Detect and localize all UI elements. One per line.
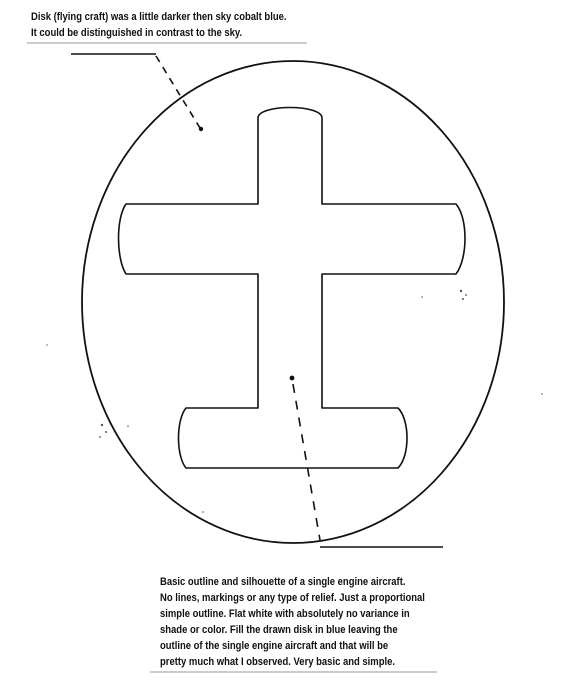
top-annotation-line-1: Disk (flying craft) was a little darker then sky cobalt blue.	[31, 11, 287, 23]
bottom-annotation	[160, 574, 425, 670]
bottom-annotation-line-1: Basic outline and silhouette of a single engine aircraft.	[160, 576, 406, 588]
bottom-pointer-dot	[290, 376, 295, 381]
aircraft-silhouette	[119, 108, 466, 469]
bottom-annotation-line-2: No lines, markings or any type of relief. Just a proportional	[160, 592, 425, 604]
bottom-pointer-dashed	[293, 384, 320, 540]
disk-outline	[82, 61, 504, 543]
bottom-annotation-line-6: pretty much what I observed. Very basic and simple.	[160, 656, 396, 668]
top-pointer-dashed	[156, 56, 200, 128]
bottom-annotation-line-3: simple outline. Flat white with absolutely no variance in	[160, 608, 410, 620]
bottom-annotation-line-4: shade or color. Fill the drawn disk in blue leaving the	[160, 624, 398, 636]
scan-specks	[46, 290, 542, 513]
top-annotation-line-2: It could be distinguished in contrast to the sky.	[31, 27, 243, 39]
top-pointer-dot	[199, 127, 203, 131]
bottom-annotation-line-5: outline of the single engine aircraft and that will be	[160, 640, 389, 652]
